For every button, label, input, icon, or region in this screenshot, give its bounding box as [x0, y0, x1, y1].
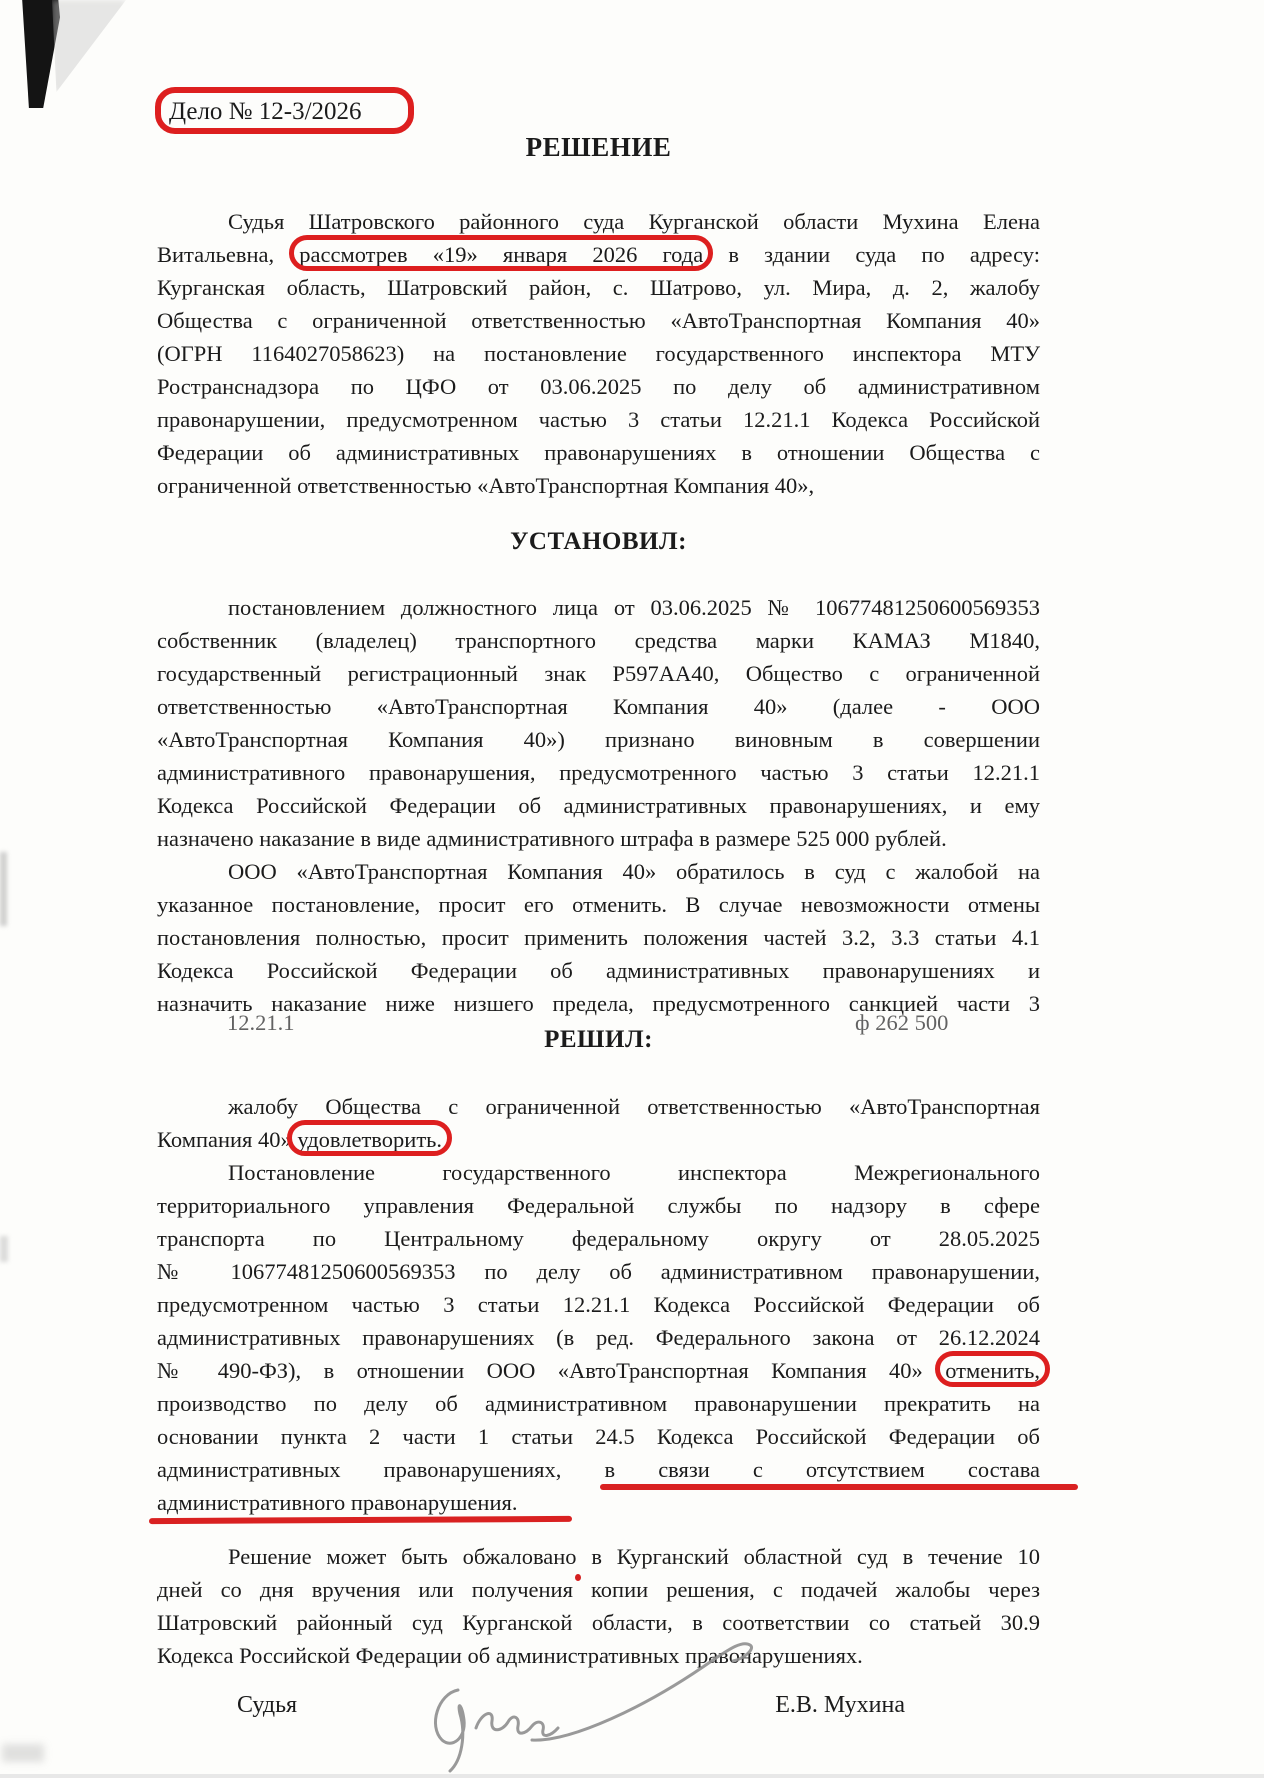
- text-line: основании пункта 2 части 1 статьи 24.5 Кодекса Российской Федерации об: [157, 1424, 1040, 1449]
- text-line: Кодекса Российской Федерации об административных правонарушениях и: [157, 958, 1040, 983]
- text-line: Постановление государственного инспектора Межрегионального: [228, 1160, 1040, 1185]
- cropped-fragment: ф 262 500: [855, 1010, 949, 1035]
- red-circle-annotation: отменить,: [945, 1358, 1040, 1383]
- cropped-fragment: 12.21.1: [227, 1010, 295, 1035]
- text-line: административного правонарушения, предусмотренного частью 3 статьи 12.21.1: [157, 760, 1040, 785]
- text-segment: Витальевна,: [157, 242, 275, 267]
- text-line: Федерации об административных правонарушениях в отношении Общества с: [157, 440, 1040, 465]
- scan-artifact-smudge: [2, 1744, 44, 1762]
- text-line: (ОГРН 1164027058623) на постановление государственного инспектора МТУ: [157, 341, 1040, 366]
- text-line: указанное постановление, просит его отменить. В случае невозможности отмены: [157, 892, 1040, 917]
- text-line: Шатровский районный суд Курганской области, в соответствии со статьей 30.9: [157, 1610, 1040, 1635]
- intro-paragraph: [157, 205, 1040, 502]
- text-line: предусмотренном частью 3 статьи 12.21.1 Кодекса Российской Федерации об: [157, 1292, 1040, 1317]
- text-line: Общества с ограниченной ответственностью «АвтоТранспортная Компания 40»: [157, 308, 1040, 333]
- document-title: РЕШЕНИЕ: [525, 132, 672, 162]
- case-number: [169, 98, 362, 126]
- signature-role: Судья: [237, 1692, 298, 1718]
- cropped-text-line: [157, 1010, 1040, 1035]
- red-circle-annotation: удовлетворить.: [297, 1127, 443, 1152]
- text-line: «АвтоТранспортная Компания 40») признано виновным в совершении: [157, 727, 1040, 752]
- text-line: Кодекса Российской Федерации об административных правонарушениях.: [157, 1643, 863, 1668]
- text-line: транспорта по Центральному федеральному округу от 28.05.2025: [157, 1226, 1040, 1251]
- text-segment: № 490-ФЗ), в отношении ООО «АвтоТранспортная Компания 40»: [157, 1358, 923, 1383]
- text-line: территориального управления Федеральной службы по надзору в сфере: [157, 1193, 1040, 1218]
- case-number-red-box: Дело № 12-3/2026: [169, 98, 362, 125]
- text-line: Курганская область, Шатровский район, с. Шатрово, ул. Мира, д. 2, жалобу: [157, 275, 1040, 300]
- text-line: [157, 238, 1040, 271]
- text-line: собственник (владелец) транспортного средства марки КАМАЗ М1840,: [157, 628, 1040, 653]
- text-line: ограниченной ответственностью «АвтоТранспортная Компания 40»,: [157, 473, 815, 498]
- text-segment: в здании суда по адресу:: [728, 242, 1040, 267]
- scan-artifact-smudge: [0, 852, 7, 926]
- text-line: Судья Шатровского районного суда Курганской области Мухина Елена: [228, 209, 1040, 234]
- text-line: государственный регистрационный знак Р597АА40, Общество с ограниченной: [157, 661, 1040, 686]
- section-heading-established: УСТАНОВИЛ:: [510, 528, 687, 555]
- judge-signature: [420, 1628, 770, 1778]
- red-circle-annotation: рассмотрев «19» января 2026 года: [299, 242, 704, 267]
- text-line: Ространснадзора по ЦФО от 03.06.2025 по делу об административном: [157, 374, 1040, 399]
- scan-artifact-corner-shadow: [52, 0, 126, 92]
- signature-name: Е.В. Мухина: [775, 1692, 905, 1718]
- established-paragraphs: [157, 591, 1040, 1020]
- text-line: ответственностью «АвтоТранспортная Компания 40» (далее - ООО: [157, 694, 1040, 719]
- text-line: № 10677481250600569353 по делу об административном правонарушении,: [157, 1259, 1040, 1284]
- decided-paragraph-1: [157, 1090, 1040, 1156]
- text-line: назначено наказание в виде административного штрафа в размере 525 000 рублей.: [157, 826, 947, 851]
- section-heading-decided: РЕШИЛ:: [544, 1026, 653, 1053]
- text-line: назначить наказание ниже низшего предела, предусмотренного санкцией части 3: [157, 991, 1040, 1016]
- decided-paragraph-2: [157, 1156, 1040, 1519]
- text-line: постановлением должностного лица от 03.06.2025 № 10677481250600569353: [228, 595, 1040, 620]
- text-segment: административных правонарушениях,: [157, 1457, 562, 1482]
- scan-artifact-smudge: [0, 1236, 8, 1262]
- text-line: Кодекса Российской Федерации об административных правонарушениях, и ему: [157, 793, 1040, 818]
- document-body: [157, 0, 1040, 1774]
- text-line: дней со дня вручения или получения копии решения, с подачей жалобы через: [157, 1577, 1040, 1602]
- text-line: Решение может быть обжаловано в Курганский областной суд в течение 10: [228, 1544, 1040, 1569]
- text-line: ООО «АвтоТранспортная Компания 40» обратилось в суд с жалобой на: [228, 859, 1040, 884]
- text-line: [157, 1486, 1040, 1519]
- text-line: административных правонарушениях (в ред. Федерального закона от 26.12.2024: [157, 1325, 1040, 1350]
- text-line: производство по делу об административном правонарушении прекратить на: [157, 1391, 1040, 1416]
- red-underline-annotation: в связи с отсутствием состава: [604, 1457, 1041, 1482]
- text-line: [157, 1354, 1040, 1387]
- red-underline-annotation: административного правонарушения.: [157, 1490, 518, 1515]
- text-line: [157, 1453, 1040, 1486]
- text-line: жалобу Общества с ограниченной ответственностью «АвтоТранспортная: [228, 1094, 1040, 1119]
- text-line: правонарушении, предусмотренном частью 3 статьи 12.21.1 Кодекса Российской: [157, 407, 1040, 432]
- text-line: [157, 1123, 1040, 1156]
- text-line: постановления полностью, просит применить положения частей 3.2, 3.3 статьи 4.1: [157, 925, 1040, 950]
- text-segment: Компания 40»: [157, 1127, 292, 1152]
